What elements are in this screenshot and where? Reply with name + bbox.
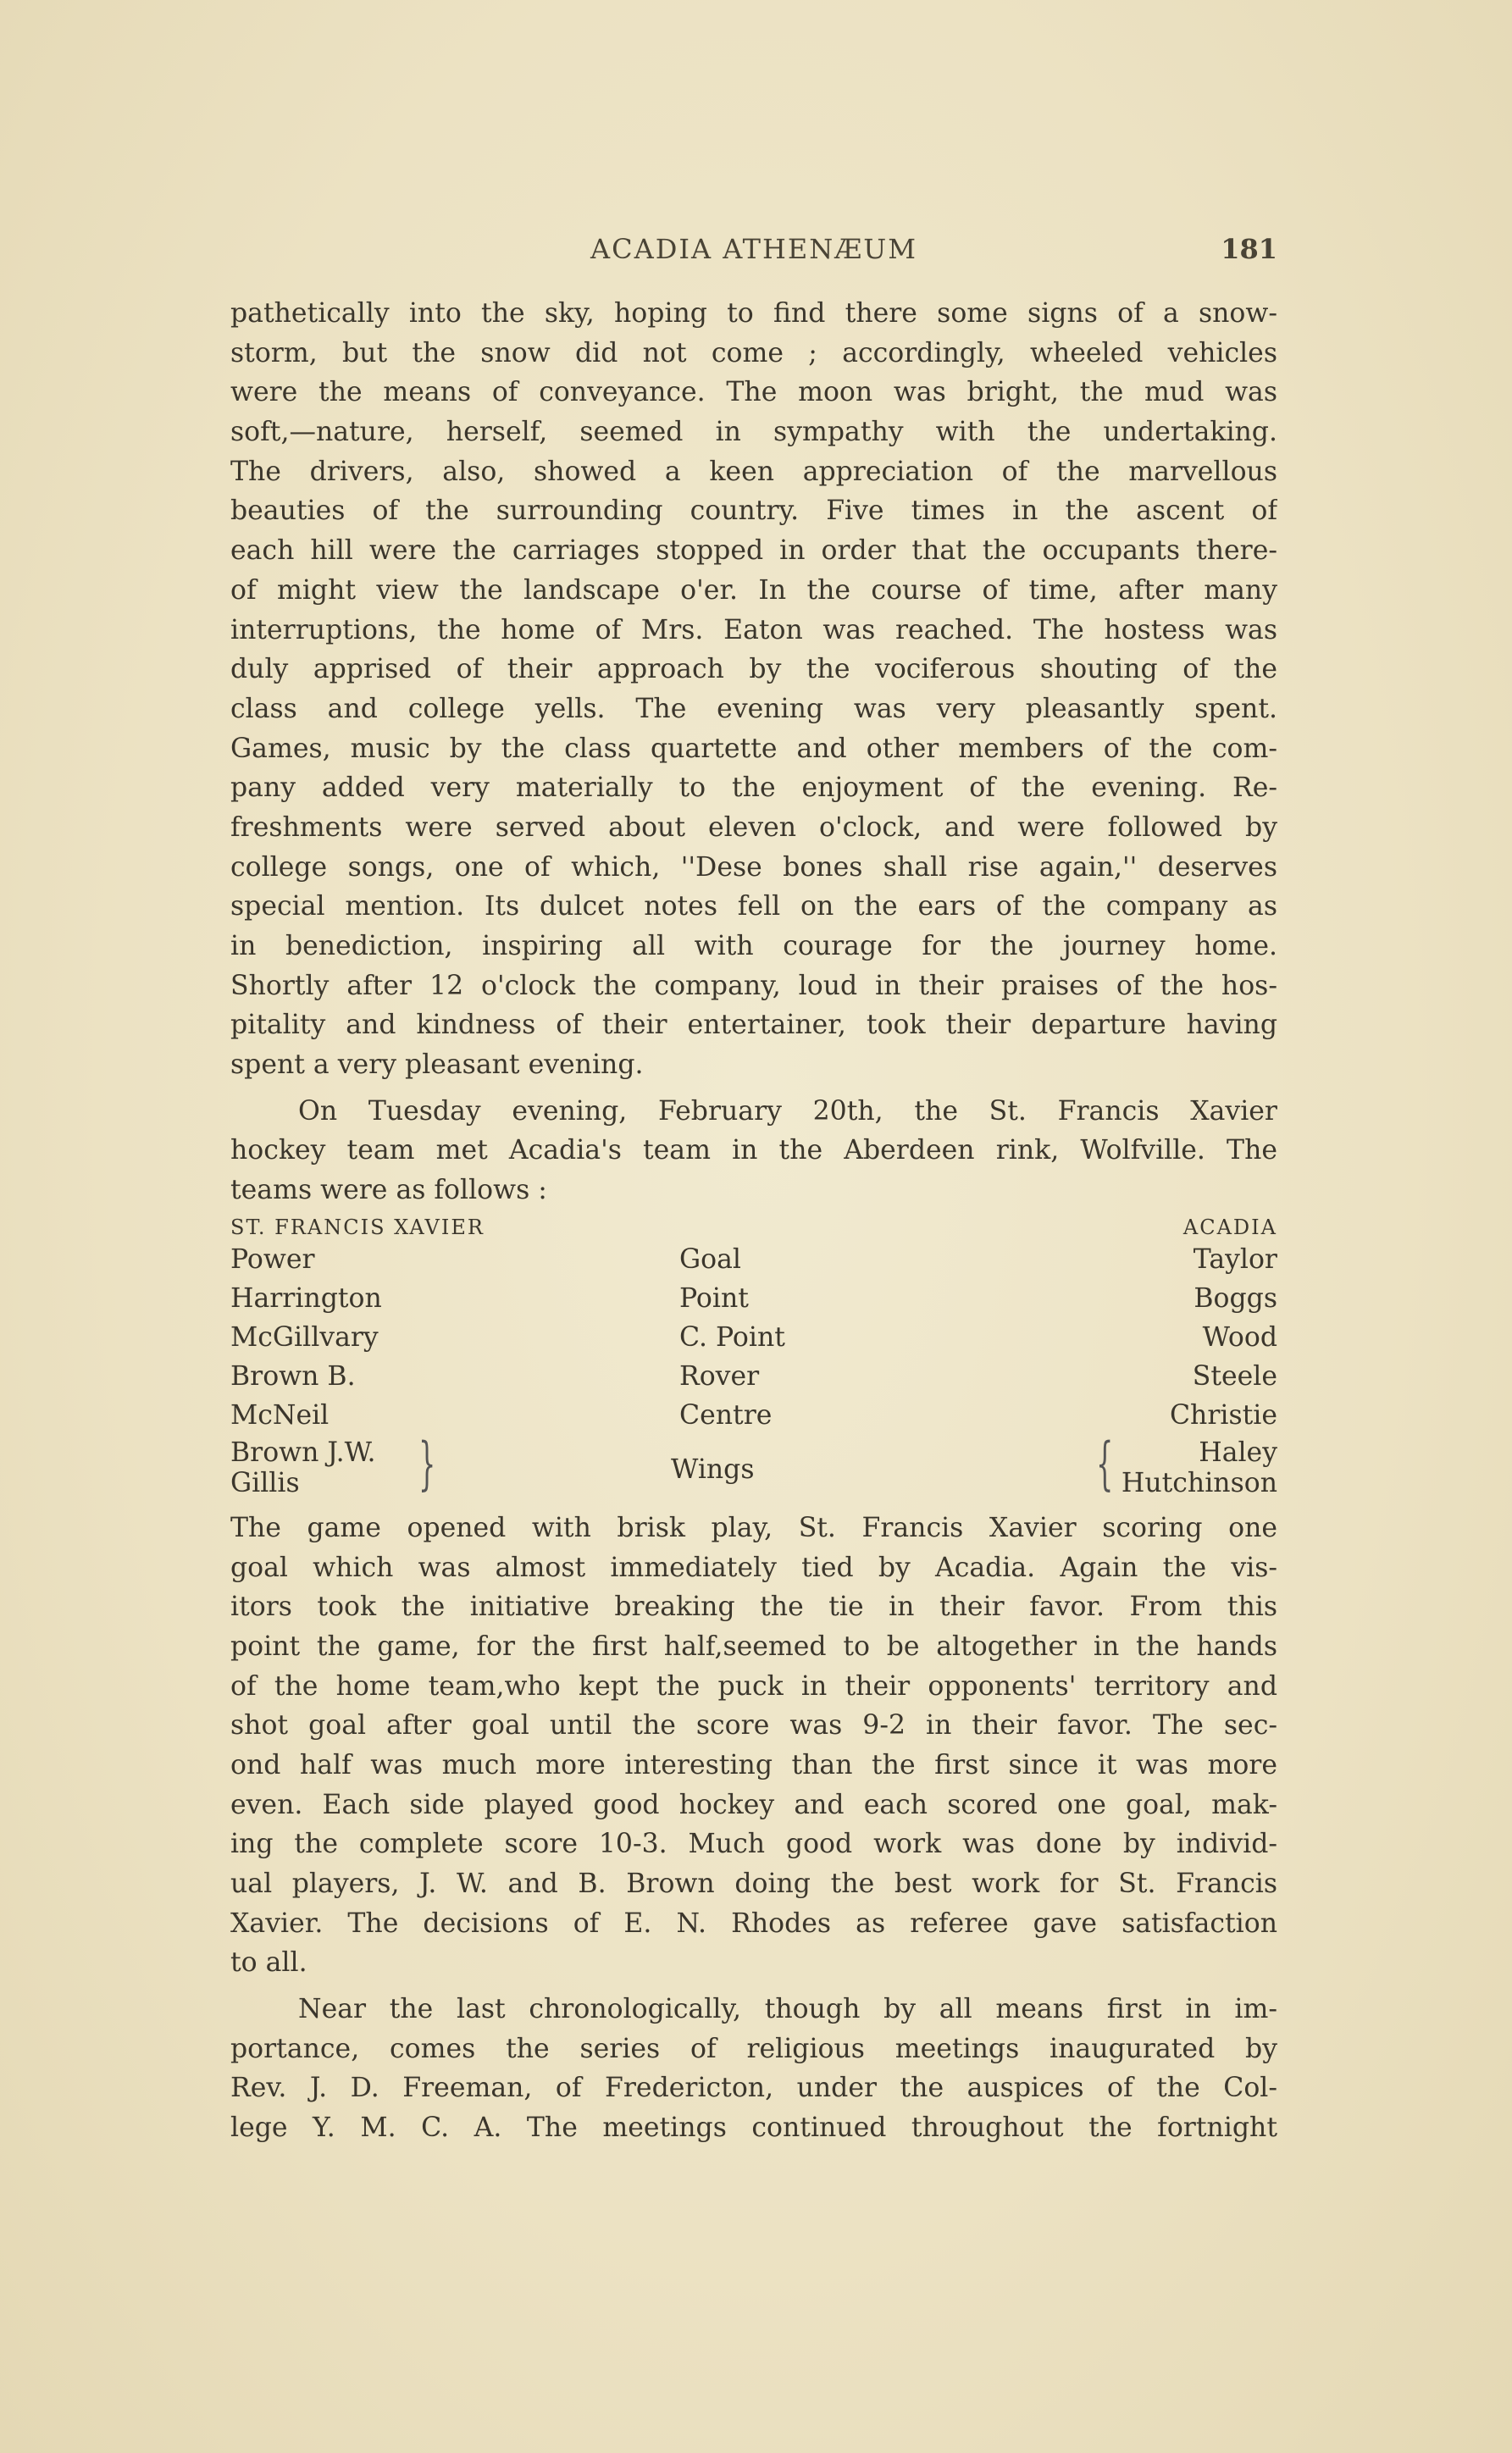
text-line: interruptions, the home of Mrs. Eaton was reached. The hostess was [230, 614, 1277, 645]
text-line: Xavier. The decisions of E. N. Rhodes as referee gave satisfaction [230, 1908, 1277, 1939]
lineup-row [230, 1283, 1277, 1322]
left-player: McNeil [230, 1399, 330, 1431]
left-player: Harrington [230, 1282, 382, 1314]
right-team-heading: ACADIA [1182, 1215, 1277, 1239]
text-line: each hill were the carriages stopped in order that the occupants there- [230, 535, 1277, 567]
text-line: were the means of conveyance. The moon was bright, the mud was [230, 377, 1277, 408]
text-line: Near the last chronologically, though by all means first in im- [298, 1994, 1277, 2025]
wings-row [230, 1429, 1277, 1505]
lineup-row [230, 1400, 1277, 1439]
text-line: special mention. Its dulcet notes fell on the ears of the company as [230, 891, 1277, 922]
text-line: teams were as follows : [230, 1175, 547, 1206]
position: Centre [679, 1399, 773, 1431]
right-player: Steele [1192, 1360, 1277, 1392]
text-line: even. Each side played good hockey and each scored one goal, mak- [230, 1789, 1277, 1820]
text-line: college songs, one of which, ''Dese bones shall rise again,'' deserves [230, 851, 1277, 883]
left-brace: } [418, 1429, 436, 1498]
text-line: spent a very pleasant evening. [230, 1049, 644, 1081]
paragraph-2 [230, 1092, 1277, 1210]
text-line: storm, but the snow did not come ; accordingly, wheeled vehicles [230, 337, 1277, 368]
text-line: of might view the landscape o'er. In the course of time, after many [230, 574, 1277, 606]
text-line: The game opened with brisk play, St. Francis Xavier scoring one [230, 1512, 1277, 1543]
text-line: hockey team met Acadia's team in the Aberdeen rink, Wolfville. The [230, 1135, 1277, 1166]
text-line: of the home team,who kept the puck in their opponents' territory and [230, 1670, 1277, 1702]
text-line: The drivers, also, showed a keen appreciation of the marvellous [230, 456, 1277, 487]
text-line: duly apprised of their approach by the vociferous shouting of the [230, 654, 1277, 685]
paragraph-4 [230, 1990, 1277, 2148]
position: Wings [671, 1454, 755, 1485]
position: C. Point [679, 1321, 785, 1353]
lineup-row [230, 1361, 1277, 1400]
text-line: in benediction, inspiring all with courage for the journey home. [230, 931, 1277, 961]
text-line: class and college yells. The evening was very pleasantly spent. [230, 693, 1277, 724]
text-line: lege Y. M. C. A. The meetings continued throughout the fortnight [230, 2112, 1277, 2144]
text-line: ond half was much more interesting than the first since it was more [230, 1749, 1277, 1780]
position: Rover [679, 1360, 760, 1392]
right-player: Boggs [1194, 1282, 1277, 1314]
text-line: shot goal after goal until the score was 9-2 in their favor. The sec- [230, 1710, 1277, 1741]
page-body [230, 233, 1277, 2148]
text-line: point the game, for the first half,seemed to be altogether in the hands [230, 1631, 1277, 1662]
text-line: to all. [230, 1947, 307, 1979]
text-line: Games, music by the class quartette and other members of the com- [230, 733, 1277, 764]
left-player: Power [230, 1243, 315, 1275]
running-header [230, 233, 1277, 280]
page-number: 181 [1221, 233, 1277, 265]
text-line: pany added very materially to the enjoyment of the evening. Re- [230, 772, 1277, 804]
position: Goal [679, 1243, 741, 1275]
lineup-row [230, 1322, 1277, 1361]
lineup-row [230, 1244, 1277, 1283]
right-player: Taylor [1193, 1243, 1277, 1275]
right-wing-player: Haley [1199, 1437, 1277, 1468]
left-wing-player: Gillis [230, 1467, 300, 1498]
text-line: ing the complete score 10-3. Much good work was done by individ- [230, 1829, 1277, 1860]
text-line: beauties of the surrounding country. Five times in the ascent of [230, 496, 1277, 527]
position: Point [679, 1282, 749, 1314]
right-brace: { [1096, 1429, 1114, 1498]
right-player: Christie [1169, 1399, 1277, 1431]
left-wing-player: Brown J.W. [230, 1437, 376, 1468]
paragraph-3 [230, 1509, 1277, 1983]
text-line: freshments were served about eleven o'clock, and were followed by [230, 811, 1277, 843]
paragraph-1 [230, 294, 1277, 1085]
text-line: pathetically into the sky, hoping to find there some signs of a snow- [230, 298, 1277, 329]
text-line: Shortly after 12 o'clock the company, loud in their praises of the hos- [230, 970, 1277, 1001]
text-line: portance, comes the series of religious meetings inaugurated by [230, 2033, 1277, 2064]
text-line: goal which was almost immediately tied by Acadia. Again the vis- [230, 1552, 1277, 1583]
text-line: On Tuesday evening, February 20th, the St. Francis Xavier [298, 1095, 1277, 1127]
text-line: soft,—nature, herself, seemed in sympathy with the undertaking. [230, 417, 1277, 448]
right-player: Wood [1202, 1321, 1277, 1353]
left-player: Brown B. [230, 1360, 356, 1392]
left-team-heading: ST. FRANCIS XAVIER [230, 1215, 485, 1239]
text-line: pitality and kindness of their entertainer, took their departure having [230, 1010, 1277, 1041]
journal-title: ACADIA ATHENÆUM [590, 233, 917, 265]
team-lineup-table [230, 1215, 1277, 1505]
text-line: Rev. J. D. Freeman, of Fredericton, under the auspices of the Col- [230, 2073, 1277, 2104]
left-player: McGillvary [230, 1321, 379, 1353]
right-wing-player: Hutchinson [1121, 1467, 1277, 1498]
text-line: itors took the initiative breaking the tie in their favor. From this [230, 1592, 1277, 1623]
text-line: ual players, J. W. and B. Brown doing the best work for St. Francis [230, 1869, 1277, 1900]
